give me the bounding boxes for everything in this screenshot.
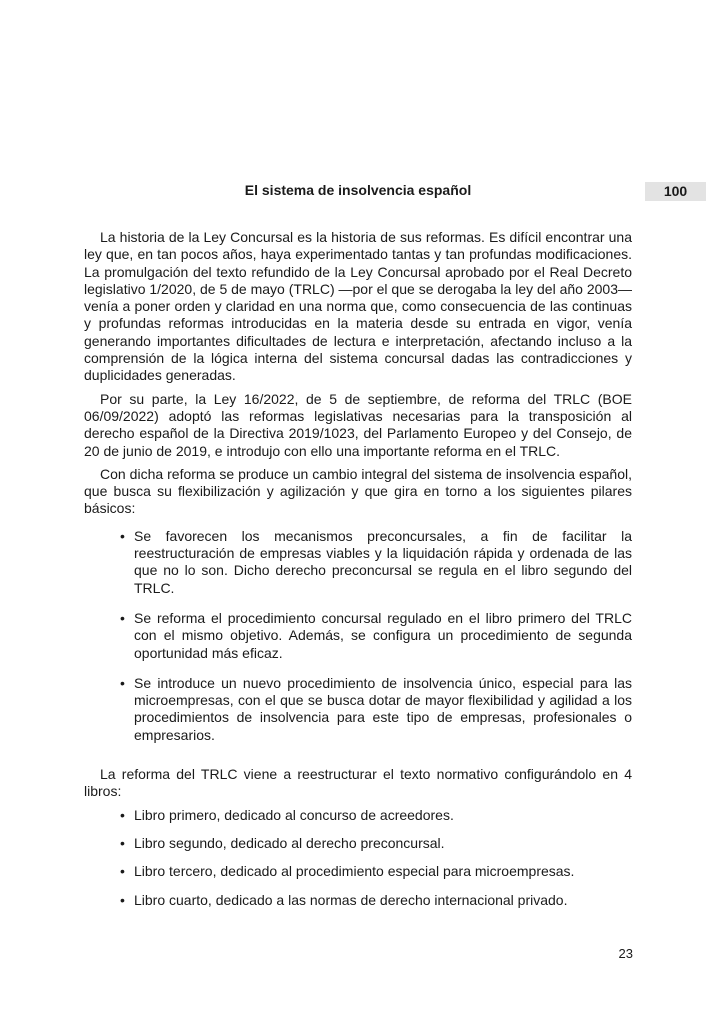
pillars-list [84,528,632,744]
list-item-text: Libro cuarto, dedicado a las normas de derecho internacional privado. [134,891,568,908]
page-number: 23 [618,946,633,961]
list-item-text: Libro segundo, dedicado al derecho preconcursal. [134,834,445,851]
list-item [120,863,632,880]
paragraph: La historia de la Ley Concursal es la historia de sus reformas. Es difícil encontrar una ley que, en tan pocos años, haya experimentado tantas y tan profundas modificaciones. La promulgación del texto refundido de la Ley Concursal aprobado por el Real Decreto legislativo 1/2020, de 5 de mayo (TRLC) —por el que se derogaba la ley del año 2003— venía a poner orden y claridad en una norma que, como consecuencia de las continuas y profundas reformas introducidas en la materia desde su entrada en vigor, venía generando importantes dificultades de lectura e interpretación, afectando incluso a la comprensión de la lógica interna del sistema concursal dadas las contradicciones y duplicidades generadas. [84,229,632,384]
bullet-icon: • [120,527,125,544]
list-item [120,609,632,662]
bullet-icon: • [120,674,125,691]
bullet-icon: • [120,863,125,880]
bullet-icon: • [120,834,125,851]
page-tab-number: 100 [645,182,706,201]
paragraph: Con dicha reforma se produce un cambio integral del sistema de insolvencia español, que busca su flexibilización y agilización y que gira en torno a los siguientes pilares básicos: [84,465,632,517]
list-item [120,891,632,909]
paragraph: Por su parte, la Ley 16/2022, de 5 de septiembre, de reforma del TRLC (BOE 06/09/2022) adoptó las reformas legislativas necesarias para la transposición al derecho español de la Directiva 2019/1023, del Parlamento Europeo y del Consejo, de 20 de junio de 2019, e introdujo con ello una importante reforma en el TRLC. [84,390,632,459]
paragraph: La reforma del TRLC viene a reestructurar el texto normativo configurándolo en 4 libros: [84,766,632,800]
list-item-text: Se reforma el procedimiento concursal regulado en el libro primero del TRLC con el mismo objetivo. Además, se configura un procedimiento de segunda oportunidad más eficaz. [134,609,632,661]
bullet-icon: • [120,891,125,908]
list-item-text: Libro tercero, dedicado al procedimiento especial para microempresas. [134,863,575,880]
list-item-text: Se favorecen los mecanismos preconcursales, a fin de facilitar la reestructuración de empresas viables y la liquidación rápida y ordenada de las que no lo son. Dicho derecho preconcursal se regula en el libro segundo del TRLC. [134,527,632,596]
section-title: El sistema de insolvencia español [244,182,472,198]
books-list [84,807,632,909]
bullet-icon: • [120,609,125,626]
list-item [120,806,632,824]
list-item-text: Se introduce un nuevo procedimiento de insolvencia único, especial para las microempresas, con el que se busca dotar de mayor flexibilidad y agilidad a los procedimientos de insolvencia para este tipo de empresas, profesionales o empresarios. [134,674,632,743]
list-item [120,674,632,744]
document-body [84,229,632,920]
list-item [120,527,632,597]
list-item-text: Libro primero, dedicado al concurso de acreedores. [134,806,454,823]
bullet-icon: • [120,806,125,823]
list-item [120,834,632,852]
